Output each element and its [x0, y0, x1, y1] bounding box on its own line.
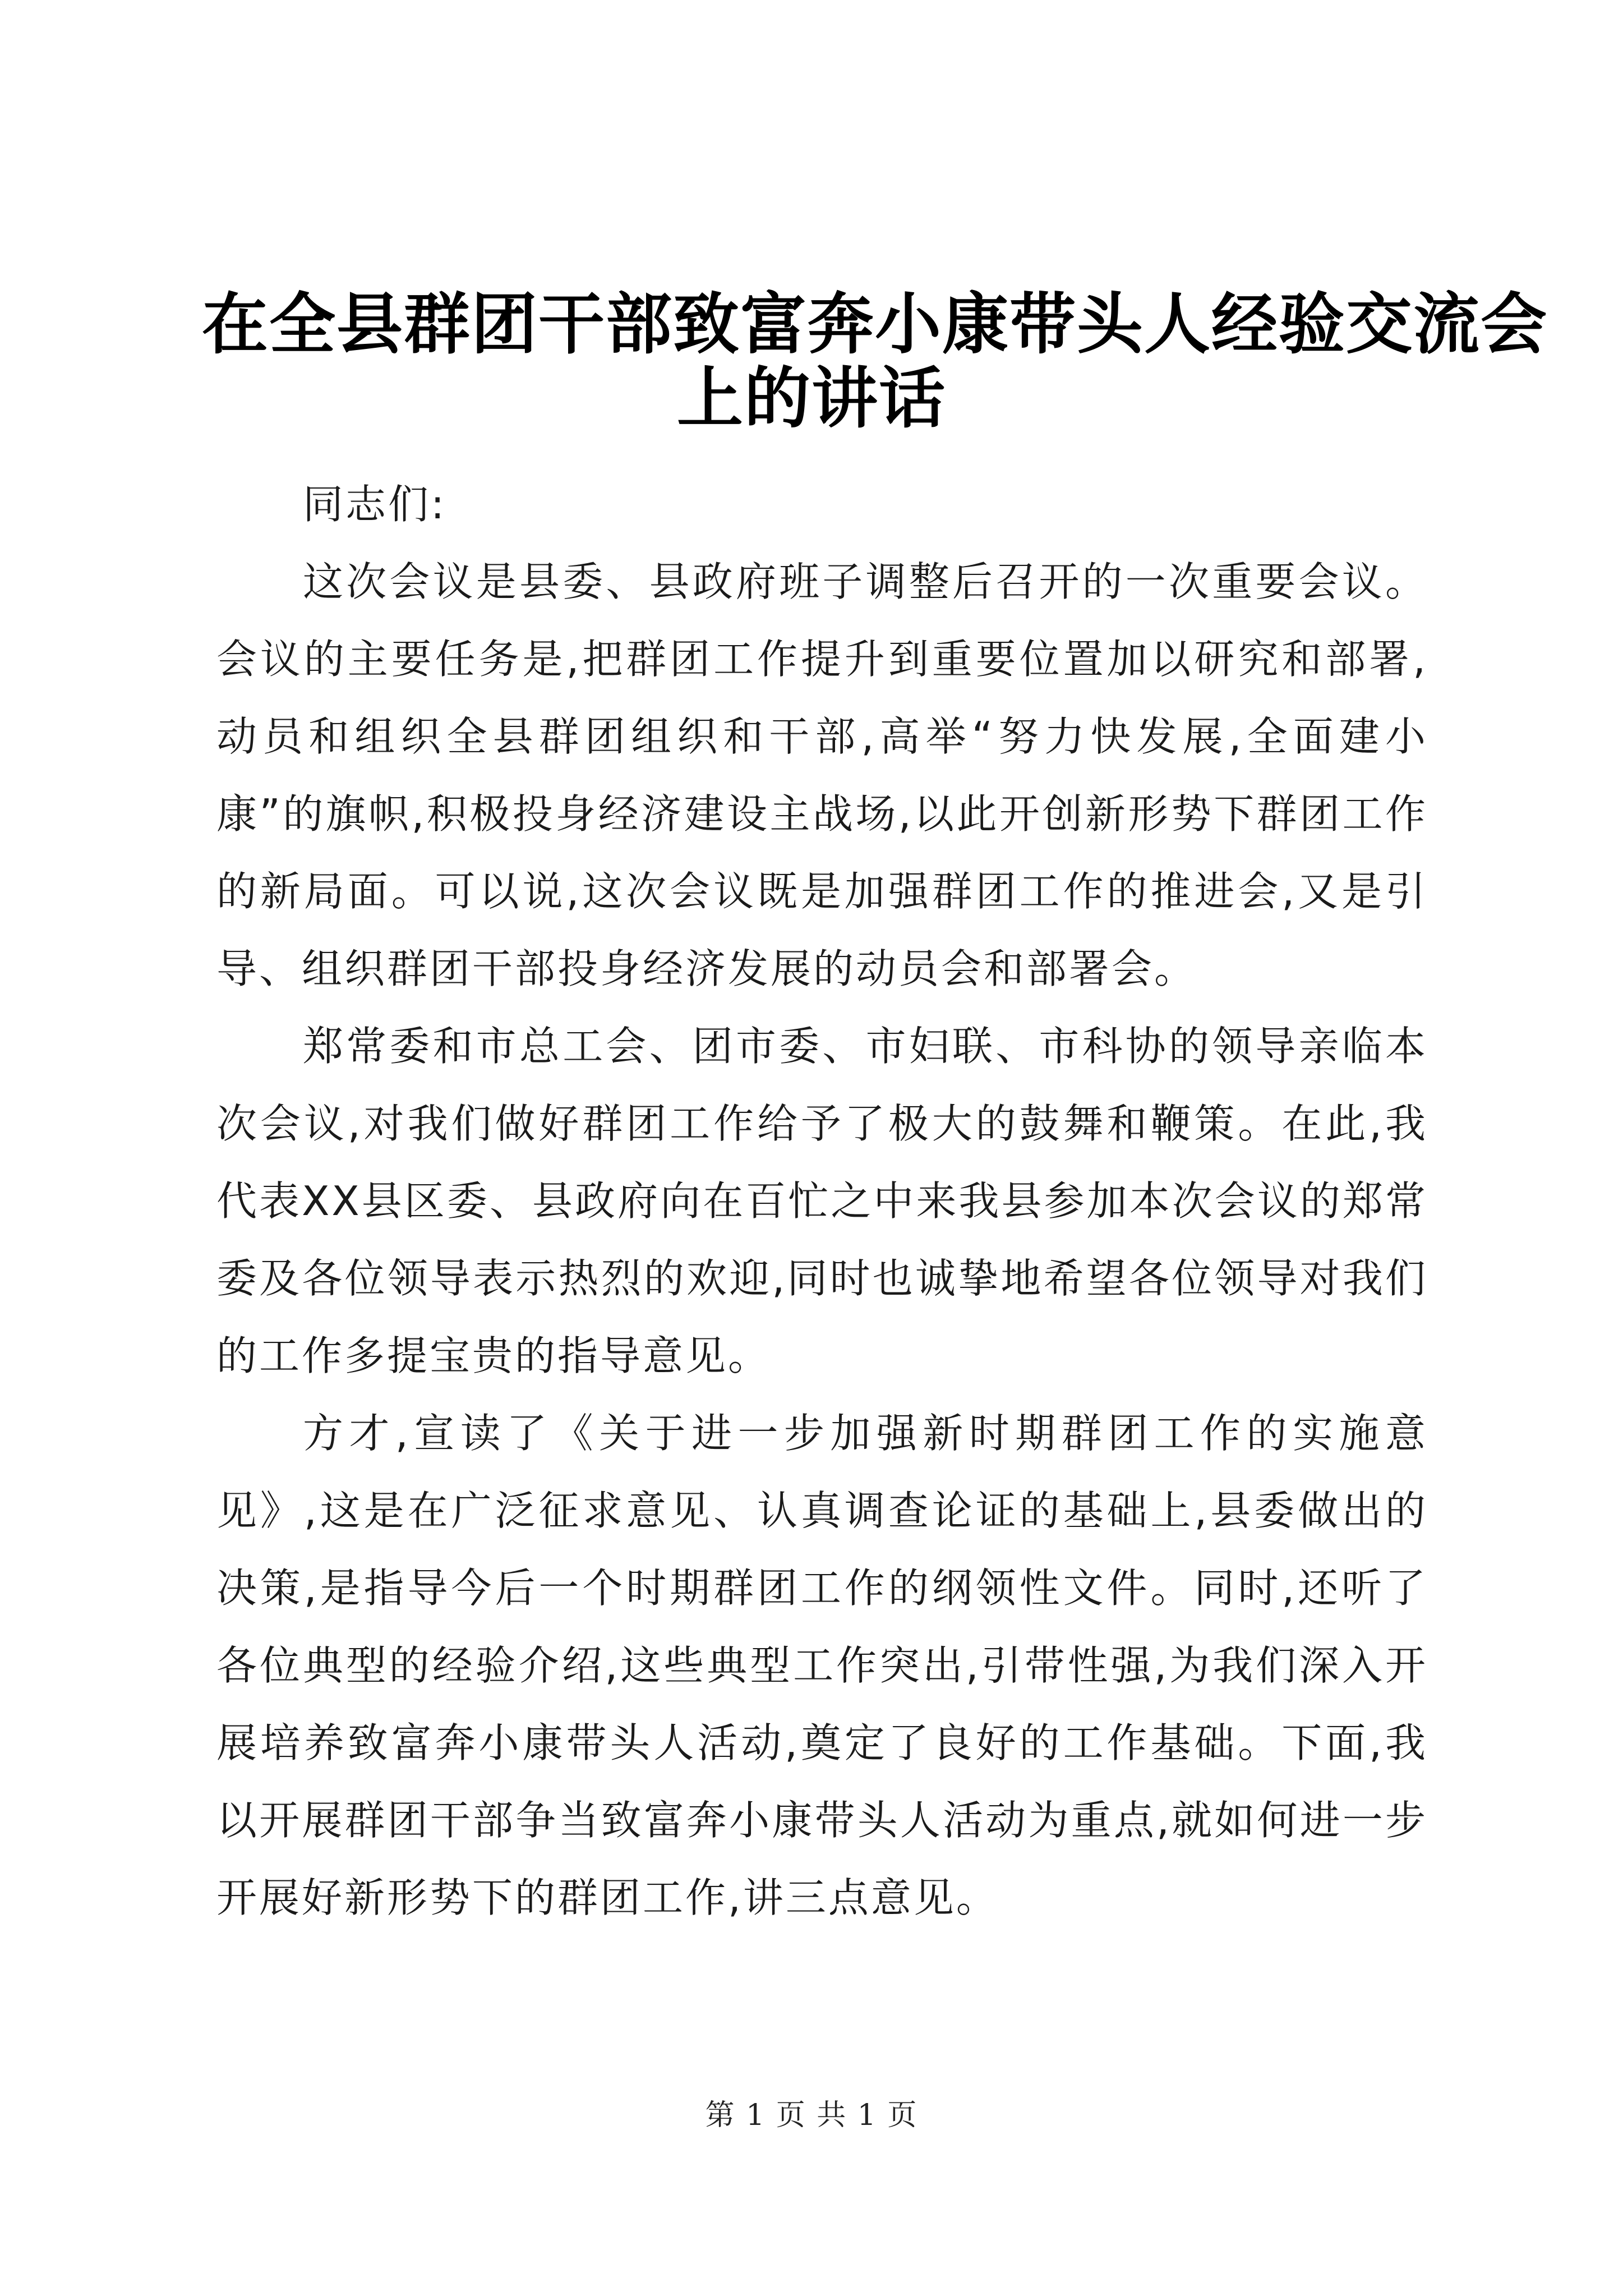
page-number-indicator: 第 1 页 共 1 页 [705, 2099, 918, 2132]
paragraph-2: 郑常委和市总工会、团市委、市妇联、市科协的领导亲临本次会议,对我们做好群团工作给予了极大的鼓舞和鞭策。在此,我代表XX县区委、县政府向在百忙之中来我县参加本次会议的郑常委及各位领导表示热烈的欢迎,同时也诚挚地希望各位领导对我们的工作多提宝贵的指导意见。 [216, 1023, 1428, 1379]
page-footer [0, 2091, 1623, 2133]
title-line-1: 在全县群团干部致富奔小康带头人经验交流会 [202, 285, 1548, 363]
title-line-2: 上的讲话 [676, 359, 946, 438]
document-body [216, 466, 1428, 1936]
paragraph-1: 这次会议是县委、县政府班子调整后召开的一次重要会议。会议的主要任务是,把群团工作提升到重要位置加以研究和部署,动员和组织全县群团组织和干部,高举“努力快发展,全面建小康”的旗帜,积极投身经济建设主战场,以此开创新形势下群团工作的新局面。可以说,这次会议既是加强群团工作的推进会,又是引导、组织群团干部投身经济发展的动员会和部署会。 [216, 558, 1428, 992]
paragraph-3: 方才,宣读了《关于进一步加强新时期群团工作的实施意见》,这是在广泛征求意见、认真调查论证的基础上,县委做出的决策,是指导今后一个时期群团工作的纲领性文件。同时,还听了各位典型的经验介绍,这些典型工作突出,引带性强,为我们深入开展培养致富奔小康带头人活动,奠定了良好的工作基础。下面,我以开展群团干部争当致富奔小康带头人活动为重点,就如何进一步开展好新形势下的群团工作,讲三点意见。 [216, 1410, 1428, 1921]
salutation: 同志们: [303, 481, 447, 528]
document-title [202, 285, 1548, 438]
